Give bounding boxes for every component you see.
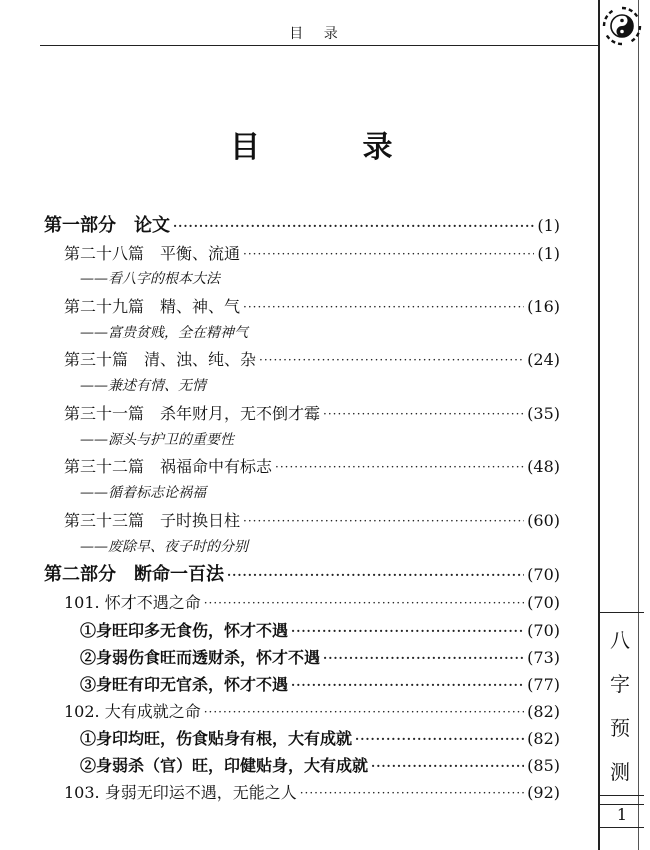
toc-entry-page: (85) [527, 756, 560, 775]
toc-entry-page: (82) [527, 729, 560, 748]
toc-entry-label: ①身旺印多无食伤，怀才不遇 [80, 621, 289, 640]
toc-entry-page: (70) [527, 565, 560, 584]
running-header: 目 录 [289, 26, 346, 42]
page-title: 目 录 [230, 130, 439, 165]
toc-entry-chapter[interactable] [64, 348, 560, 372]
toc-entry-label: 第二十八篇 平衡、流通 [64, 244, 241, 263]
dot-leader [355, 727, 524, 751]
side-title-char: 八 [610, 628, 630, 652]
toc-entry-subtitle: ——源头与护卫的重要性 [80, 432, 234, 448]
toc-entry-page: (24) [527, 350, 560, 369]
header-rule [40, 45, 600, 46]
toc-entry-subsection[interactable] [80, 727, 560, 751]
page-number: 1 [616, 805, 628, 824]
toc-entry-chapter[interactable] [64, 242, 560, 266]
dot-leader [371, 754, 524, 778]
toc-entry-chapter[interactable] [64, 509, 560, 533]
dot-leader [275, 455, 524, 479]
side-title-char: 字 [610, 672, 630, 696]
toc-entry-part[interactable] [44, 214, 560, 238]
toc-entry-label: 102. 大有成就之命 [64, 702, 201, 721]
toc-entry-subtitle: ——富贵贫贱，全在精神气 [80, 325, 248, 341]
toc-entry-page: (70) [527, 621, 560, 640]
dot-leader [173, 214, 534, 238]
toc-entry-page: (70) [527, 593, 560, 612]
toc-entry-chapter[interactable] [64, 295, 560, 319]
toc-entry-label: 第二十九篇 精、神、气 [64, 297, 241, 316]
toc-entry-subtitle: ——兼述有情、无情 [80, 378, 206, 394]
dot-leader [259, 348, 524, 372]
toc-entry-page: (60) [527, 511, 560, 530]
toc-entry-subtitle: ——循着标志论祸福 [80, 485, 206, 501]
toc-entry-label: 第三十三篇 子时换日柱 [64, 511, 241, 530]
toc-entry-chapter[interactable] [64, 455, 560, 479]
dot-leader [291, 673, 524, 697]
toc-entry-subsection[interactable] [80, 754, 560, 778]
toc-entry-page: (77) [527, 675, 560, 694]
toc-entry-subtitle: ——废除早、夜子时的分别 [80, 539, 248, 555]
toc-entry-page: (82) [527, 702, 560, 721]
toc-entry-label: 第三十二篇 祸福命中有标志 [64, 457, 273, 476]
dot-leader [300, 781, 524, 805]
toc-entry-subsection[interactable] [80, 673, 560, 697]
toc-entry-label: 103. 身弱无印运不遇，无能之人 [64, 783, 297, 802]
toc-entry-label: 101. 怀才不遇之命 [64, 593, 201, 612]
side-title-char: 预 [610, 716, 630, 740]
toc-entry-label: ②身弱杀（官）旺，印健贴身，大有成就 [80, 756, 369, 775]
toc-entry-chapter[interactable] [64, 402, 560, 426]
dot-leader [204, 700, 524, 724]
dot-leader [291, 619, 524, 643]
toc-entry-page: (73) [527, 648, 560, 667]
toc-entry-page: (48) [527, 457, 560, 476]
toc-entry-label: 第三十一篇 杀年财月，无不倒才霉 [64, 404, 321, 423]
dot-leader [227, 563, 524, 587]
toc-entry-label: 第二部分 断命一百法 [44, 564, 224, 585]
toc-entry-subtitle: ——看八字的根本大法 [80, 271, 220, 287]
dot-leader [323, 402, 524, 426]
toc-entry-subsection[interactable] [80, 619, 560, 643]
toc-entry-label: ③身旺有印无官杀，怀才不遇 [80, 675, 289, 694]
toc-entry-section[interactable] [64, 700, 560, 724]
toc-entry-subsection[interactable] [80, 646, 560, 670]
toc-entry-page: (1) [537, 216, 560, 235]
dot-leader [323, 646, 524, 670]
dot-leader [204, 591, 524, 615]
toc-entry-part[interactable] [44, 563, 560, 587]
dot-leader [243, 509, 524, 533]
toc-entry-page: (92) [527, 783, 560, 802]
toc-entry-section[interactable] [64, 591, 560, 615]
dot-leader [243, 295, 524, 319]
toc-entry-label: 第一部分 论文 [44, 215, 170, 236]
side-title-char: 测 [610, 760, 630, 784]
toc-entry-label: ①身印均旺，伤食贴身有根，大有成就 [80, 729, 353, 748]
toc-entry-page: (35) [527, 404, 560, 423]
toc-entry-page: (16) [527, 297, 560, 316]
toc-entry-label: ②身弱伤食旺而透财杀，怀才不遇 [80, 648, 321, 667]
toc-entry-page: (1) [537, 244, 560, 263]
yin-yang-logo-icon [600, 4, 644, 48]
dot-leader [243, 242, 534, 266]
toc-entry-section[interactable] [64, 781, 560, 805]
toc-entry-label: 第三十篇 清、浊、纯、杂 [64, 350, 257, 369]
